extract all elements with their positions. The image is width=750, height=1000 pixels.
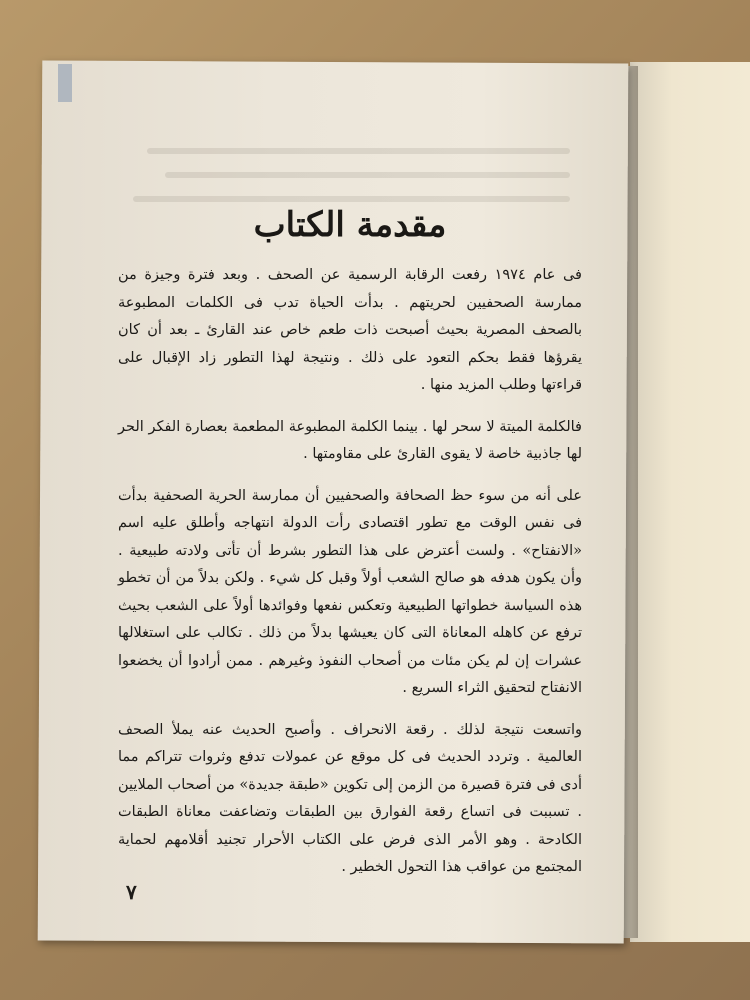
facing-page [630, 62, 750, 942]
page-title: مقدمة الكتاب [253, 205, 447, 245]
page-corner-tab [58, 64, 72, 102]
paragraph: فى عام ١٩٧٤ رفعت الرقابة الرسمية عن الصحف . وبعد فترة وجيزة من ممارسة الصحفيين لحريتهم . بدأت الحياة تدب فى الكلمات المطبوعة بالصحف المصرية بحيث أصبحت ذات طعم خاص عند القارئ ـ بعد أن كان يقرؤها فقط بحكم التعود على ذلك . ونتيجة لهذا التطور زاد الإقبال على قراءتها وطلب المزيد منها . [118, 267, 582, 393]
body-text [118, 262, 582, 896]
paragraph: فالكلمة الميتة لا سحر لها . بينما الكلمة المطبوعة المطعمة بعصارة الفكر الحر لها جاذبية خاصة لا يقوى القارئ على مقاومتها . [118, 418, 582, 462]
paragraph: واتسعت نتيجة لذلك . رقعة الانحراف . وأصبح الحديث عنه يملأ الصحف العالمية . وتردد الحديث فى كل موقع عن عمولات تدفع وثروات تتراكم مما أدى فى فترة قصيرة من الزمن إلى تكوين «طبقة جديدة» من أصحاب الملايين . تسببت فى اتساع رقعة الفوارق بين الطبقات وتضاعفت معاناة الطبقات الكادحة . وهو الأمر الذى فرض على الكتاب الأحرار تجنيد أقلامهم لحماية المجتمع من عواقب هذا التحول الخطير . [118, 721, 582, 875]
page-number: ٧ [126, 880, 137, 904]
paragraph: على أنه من سوء حظ الصحافة والصحفيين أن ممارسة الحرية الصحفية بدأت فى نفس الوقت مع تطور اقتصادى رأت الدولة انتهاجه وأطلق عليه اسم «الانفتاح» . ولست أعترض على هذا التطور بشرط أن تأتى ولادته طبيعية . وأن يكون هدفه هو صالح الشعب أولاً وقبل كل شيء . ولكن بدلاً من أن تخطو هذه السياسة خطواتها الطبيعية وتعكس نفعها وفوائدها أولاً على الشعب بحيث ترفع عن كاهله المعاناة التى كان يعيشها بدلاً من ذلك . تكالب على استغلالها عشرات إن لم يكن مئات من أصحاب النفوذ وغيرهم . ممن أرادوا أن يخضعوا الانفتاح لتحقيق الثراء السريع . [118, 487, 582, 696]
